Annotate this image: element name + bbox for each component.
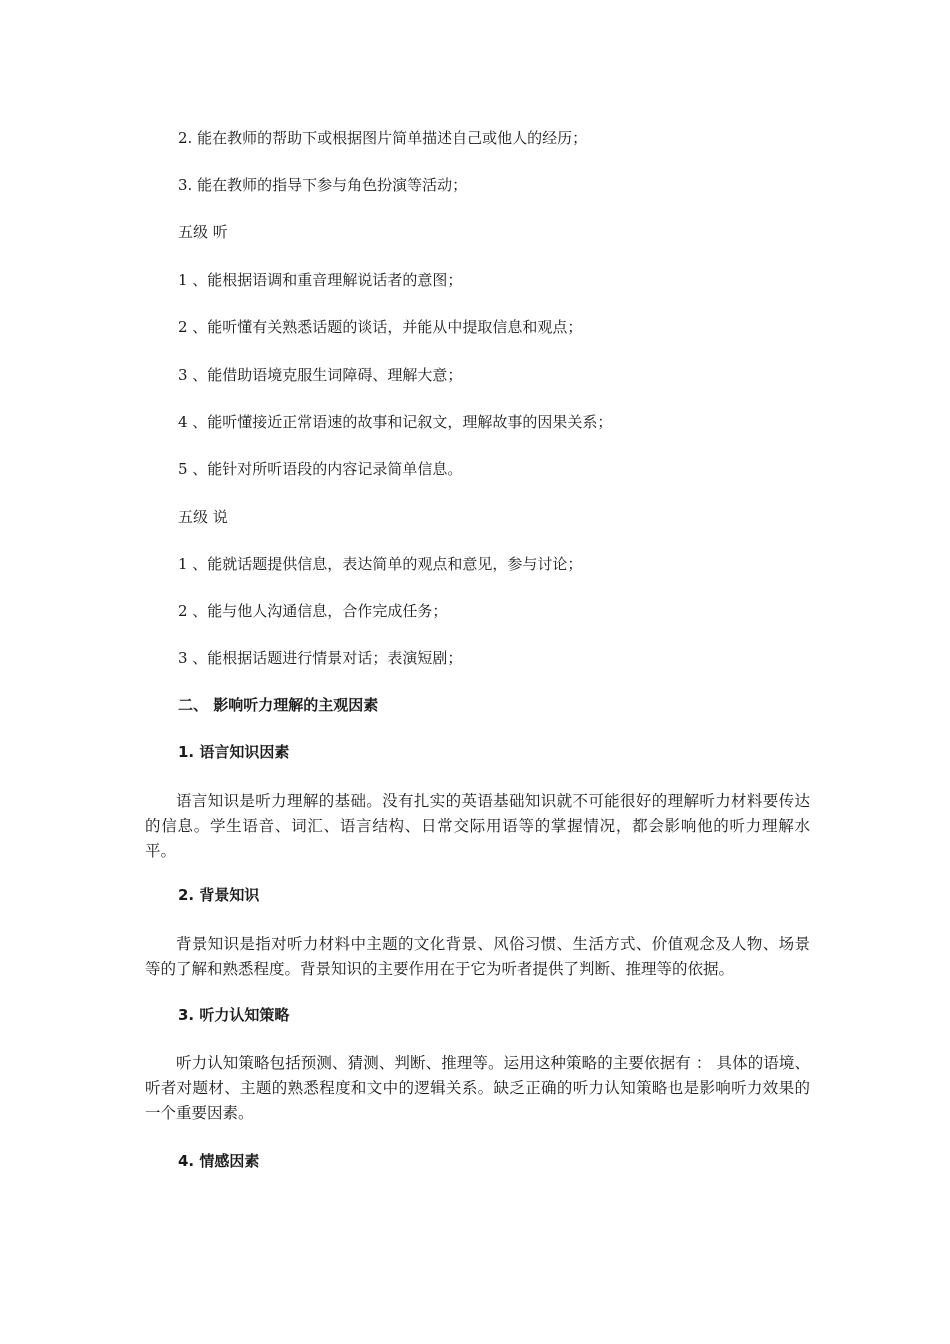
subheading-background-knowledge: 2. 背景知识 [178,886,260,904]
speaking5-item-2: 2 、能与他人沟通信息，合作完成任务； [178,602,448,620]
paragraph-cognitive-strategy: 听力认知策略包括预测、猜测、判断、推理等。运用这种策略的主要依据有 ： 具体的语境、听者对题材、主题的熟悉程度和文中的逻辑关系。缺乏正确的听力认知策略也是影响听力效果的一个重要因素。 [145,1054,810,1122]
listening-item-2: 2 、能听懂有关熟悉话题的谈话，并能从中提取信息和观点； [178,318,583,336]
level5-listening-heading: 五级 听 [178,223,228,241]
subheading-cognitive-strategy: 3. 听力认知策略 [178,1006,290,1024]
level5-speaking-heading: 五级 说 [178,508,228,526]
listening-item-5: 5 、能针对所听语段的内容记录简单信息。 [178,460,463,478]
subheading-emotional-factors: 4. 情感因素 [178,1152,260,1170]
speaking5-item-1: 1 、能就话题提供信息，表达简单的观点和意见，参与讨论； [178,555,583,573]
speaking-item-2: 2. 能在教师的帮助下或根据图片简单描述自己或他人的经历； [178,129,588,147]
listening-item-4: 4 、能听懂接近正常语速的故事和记叙文，理解故事的因果关系； [178,413,613,431]
subheading-language-knowledge: 1. 语言知识因素 [178,743,290,761]
listening-item-1: 1 、能根据语调和重音理解说话者的意图； [178,271,463,289]
section-heading: 二、 影响听力理解的主观因素 [178,696,379,714]
paragraph-language-knowledge: 语言知识是听力理解的基础。没有扎实的英语基础知识就不可能很好的理解听力材料要传达的信息。学生语音、词汇、语言结构、日常交际用语等的掌握情况，都会影响他的听力理解水平。 [145,792,810,860]
speaking-item-3: 3. 能在教师的指导下参与角色扮演等活动； [178,176,468,194]
listening-item-3: 3 、能借助语境克服生词障碍、理解大意； [178,366,463,384]
paragraph-background-knowledge: 背景知识是指对听力材料中主题的文化背景、风俗习惯、生活方式、价值观念及人物、场景等的了解和熟悉程度。背景知识的主要作用在于它为听者提供了判断、推理等的依据。 [145,935,810,978]
speaking5-item-3: 3 、能根据话题进行情景对话；表演短剧； [178,649,463,667]
